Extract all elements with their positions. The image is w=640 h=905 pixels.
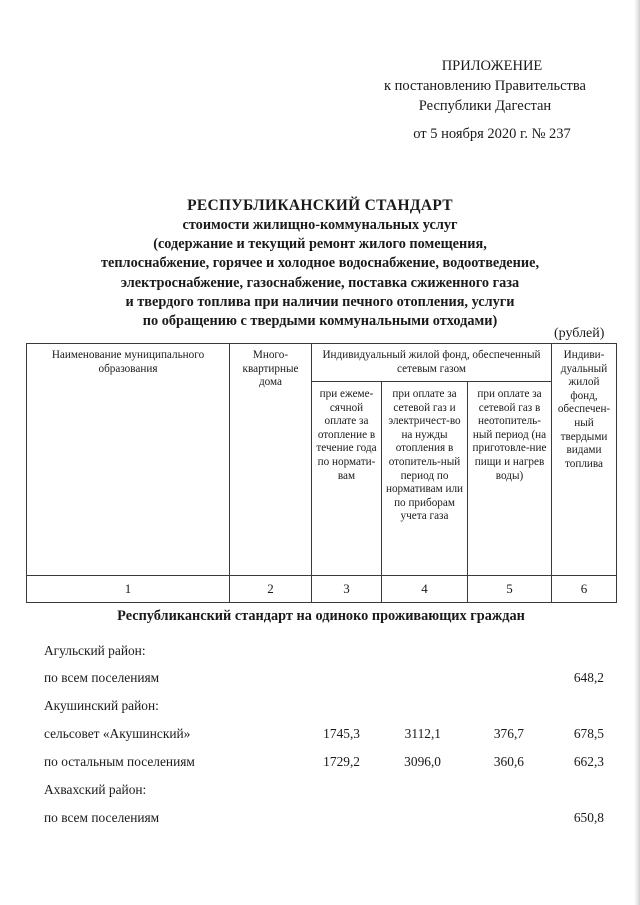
value-col-5: 360,6	[493, 754, 524, 769]
column-number: 2	[230, 576, 312, 603]
header-gas-heating-period: при оплате за сетевой газ и электричест-во на нужды отопления в отопитель-ный период по нормативам или по приборам учета газа	[382, 382, 468, 576]
value-col-6: 678,5	[573, 726, 604, 741]
appendix-block	[360, 56, 610, 144]
row-label: по всем поселениям	[44, 670, 160, 685]
standard-table	[26, 343, 617, 603]
table-row	[44, 670, 604, 690]
row-label: по всем поселениям	[44, 810, 160, 825]
value-col-4: 3112,1	[404, 726, 441, 741]
table-row	[44, 726, 604, 746]
appendix-title: ПРИЛОЖЕНИЕ	[441, 58, 543, 74]
column-number: 3	[312, 576, 382, 603]
district-header-row	[44, 782, 604, 802]
document-title: РЕСПУБЛИКАНСКИЙ СТАНДАРТ	[187, 197, 453, 214]
row-label: Агульский район:	[44, 643, 146, 658]
units-label: (рублей)	[554, 326, 605, 341]
value-col-3: 1729,2	[323, 754, 360, 769]
subtitle-line-4: электроснабжение, газоснабжение, поставка сжиженного газа	[120, 274, 520, 291]
section-title: Республиканский стандарт на одиноко проживающих граждан	[117, 608, 525, 624]
column-number: 5	[468, 576, 552, 603]
table-row	[44, 810, 604, 830]
appendix-date: от 5 ноября 2020 г. № 237	[413, 126, 571, 142]
document-title-block	[60, 196, 580, 331]
value-col-5: 376,7	[493, 726, 524, 741]
subtitle-line-1: стоимости жилищно-коммунальных услуг	[182, 217, 458, 233]
header-solid-fuel-housing: Индиви-дуальный жилой фонд, обеспечен-ный твердыми видами топлива	[552, 344, 617, 576]
subtitle-line-3: теплоснабжение, горячее и холодное водоснабжение, водоотведение,	[100, 255, 540, 272]
district-header-row	[44, 698, 604, 718]
header-municipality: Наименование муниципального образования	[27, 344, 230, 576]
header-gas-individual-housing: Индивидуальный жилой фонд, обеспеченный сетевым газом	[312, 344, 552, 382]
district-header-row	[44, 643, 604, 663]
table-row	[44, 754, 604, 774]
subtitle-line-6: по обращению с твердыми коммунальными отходами)	[142, 313, 498, 330]
value-col-4: 3096,0	[404, 754, 441, 769]
header-gas-monthly-payment: при ежеме-сячной оплате за отопление в течение года по нормати-вам	[312, 382, 382, 576]
row-label: сельсовет «Акушинский»	[44, 726, 191, 741]
column-number: 1	[27, 576, 230, 603]
column-number: 4	[382, 576, 468, 603]
subtitle-line-2: (содержание и текущий ремонт жилого помещения,	[153, 236, 487, 253]
row-label: Ахвахский район:	[44, 782, 147, 797]
page-edge-shadow	[634, 0, 640, 905]
value-col-6: 648,2	[573, 670, 604, 685]
value-col-6: 662,3	[573, 754, 604, 769]
subtitle-line-5: и твердого топлива при наличии печного отопления, услуги	[125, 293, 515, 310]
appendix-line-2: Республики Дагестан	[418, 98, 552, 114]
row-label: Акушинский район:	[44, 698, 159, 713]
appendix-line-1: к постановлению Правительства	[384, 78, 586, 94]
value-col-6: 650,8	[573, 810, 604, 825]
header-apartment-buildings: Много-квартирные дома	[230, 344, 312, 576]
value-col-3: 1745,3	[323, 726, 360, 741]
row-label: по остальным поселениям	[44, 754, 195, 769]
column-number: 6	[552, 576, 617, 603]
header-gas-non-heating-period: при оплате за сетевой газ в неотопитель-ный период (на приготовле-ние пищи и нагрев воды)	[468, 382, 552, 576]
